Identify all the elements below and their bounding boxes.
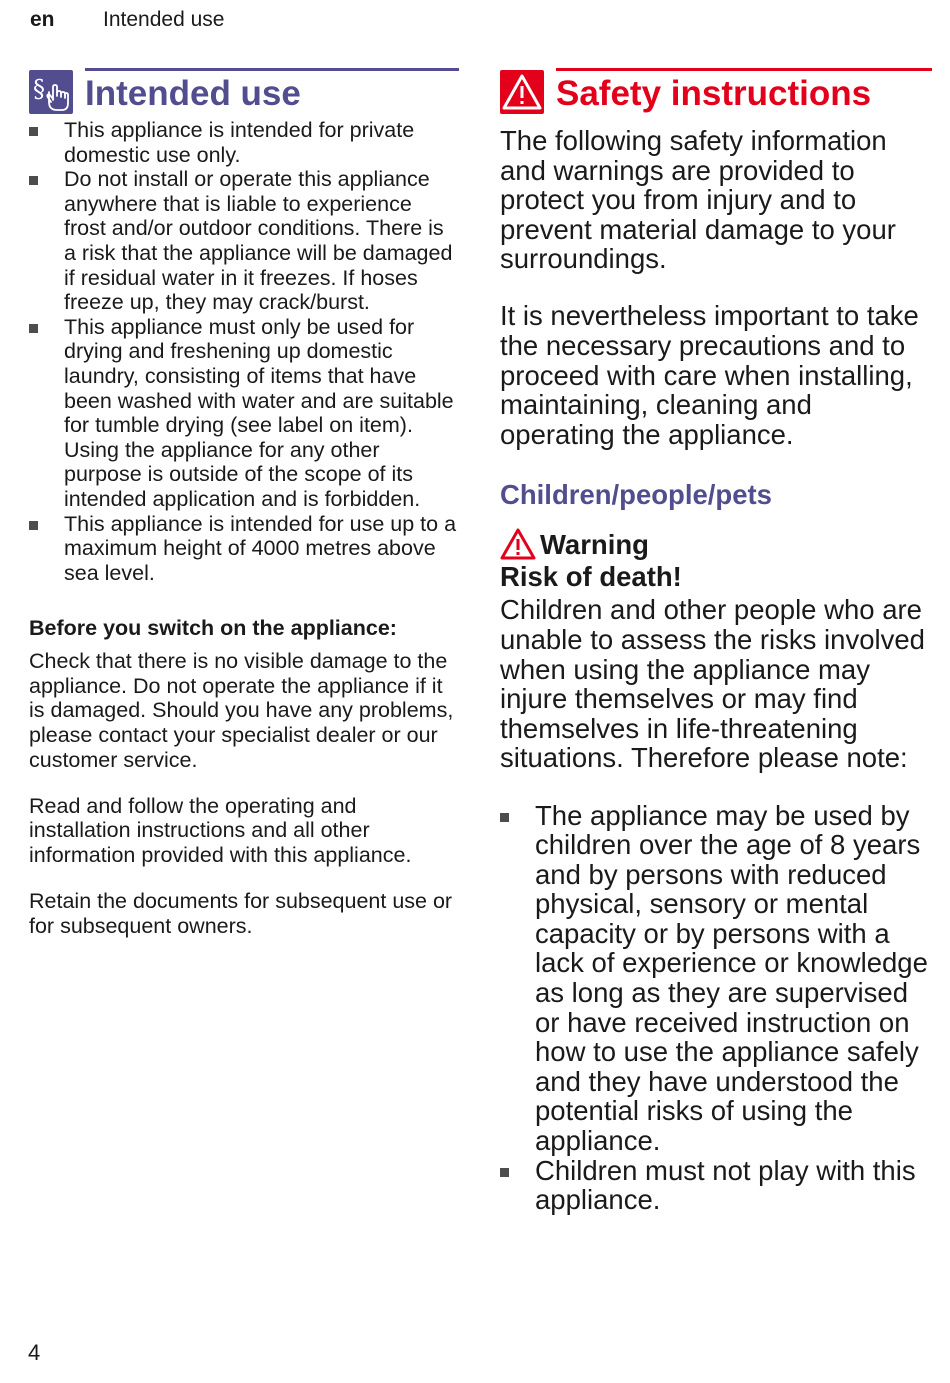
svg-text:§: § [33, 75, 45, 103]
warning-triangle-icon [500, 528, 536, 560]
header-section-title: Intended use [103, 8, 225, 31]
heading-rule [556, 68, 932, 71]
children-safety-list [500, 801, 930, 1215]
list-item [500, 1156, 930, 1215]
list-item [29, 512, 459, 586]
paragraph: Check that there is no visible damage to the appliance. Do not operate the appliance if it is damaged. Should you have any problems, please contact your specialist dealer or our customer service. [29, 649, 454, 772]
warning-text: Children and other people who are unable to assess the risks involved when using the appliance may injure themselves or may find themselves in life-threatening situations. Therefore please note: [500, 594, 925, 774]
list-item [29, 315, 459, 512]
children-people-pets-subheading: Children/people/pets [500, 479, 772, 511]
bullet-square-icon [29, 127, 38, 136]
intended-use-list [29, 118, 459, 585]
list-item-text: This appliance is intended for use up to a maximum height of 4000 metres above sea level. [64, 511, 457, 585]
warning-label: Warning [540, 529, 649, 561]
intended-use-heading [29, 68, 459, 118]
intended-use-title: Intended use [85, 74, 301, 113]
language-code: en [30, 8, 55, 31]
safety-instructions-column [500, 68, 930, 1215]
heading-rule [85, 68, 459, 71]
list-item-text: Children must not play with this appliance. [535, 1154, 916, 1216]
list-item-text: The appliance may be used by children over the age of 8 years and by persons with reduced physical, sensory or mental capacity or by persons with a lack of experience or knowledge as long as they are supervised or have received instruction on how to use the appliance safely and they have understood the potential risks of using the appliance. [535, 799, 928, 1157]
warning-label-row [500, 529, 930, 561]
list-item-text: This appliance is intended for private domestic use only. [64, 118, 415, 167]
safety-instructions-heading [500, 68, 930, 118]
intended-use-column [29, 68, 459, 960]
bullet-square-icon [29, 324, 38, 333]
list-item [500, 801, 930, 1156]
safety-instructions-title: Safety instructions [556, 74, 872, 113]
paragraph: Read and follow the operating and installation instructions and all other information provided with this appliance. [29, 793, 412, 867]
section-hand-icon [29, 70, 73, 114]
paragraph: Retain the documents for subsequent use or for subsequent owners. [29, 889, 453, 938]
bullet-square-icon [500, 1168, 509, 1177]
paragraph: It is nevertheless important to take the necessary precautions and to proceed with care when installing, maintaining, cleaning and operating the appliance. [500, 300, 919, 450]
list-item-text: This appliance must only be used for drying and freshening up domestic laundry, consisting of items that have been washed with water and are suitable for tumble drying (see label on item). Using the appliance for any other purpose is outside of the scope of its intended application and is forbidden. [64, 314, 454, 511]
bullet-square-icon [29, 521, 38, 530]
bullet-square-icon [29, 176, 38, 185]
warning-triangle-icon [500, 70, 544, 114]
risk-of-death-label: Risk of death! [500, 561, 682, 593]
before-switch-on-subheading: Before you switch on the appliance: [29, 616, 397, 641]
bullet-square-icon [500, 813, 509, 822]
paragraph: The following safety information and warnings are provided to protect you from injury and to prevent material damage to your surroundings. [500, 125, 896, 275]
list-item [29, 167, 459, 315]
list-item [29, 118, 459, 167]
list-item-text: Do not install or operate this appliance anywhere that is liable to experience frost and/or outdoor conditions. There is a risk that the appliance will be damaged if residual water in it freezes. If hoses freeze up, they may crack/burst. [64, 167, 453, 315]
page-number: 4 [28, 1340, 41, 1365]
page-header [30, 8, 225, 32]
